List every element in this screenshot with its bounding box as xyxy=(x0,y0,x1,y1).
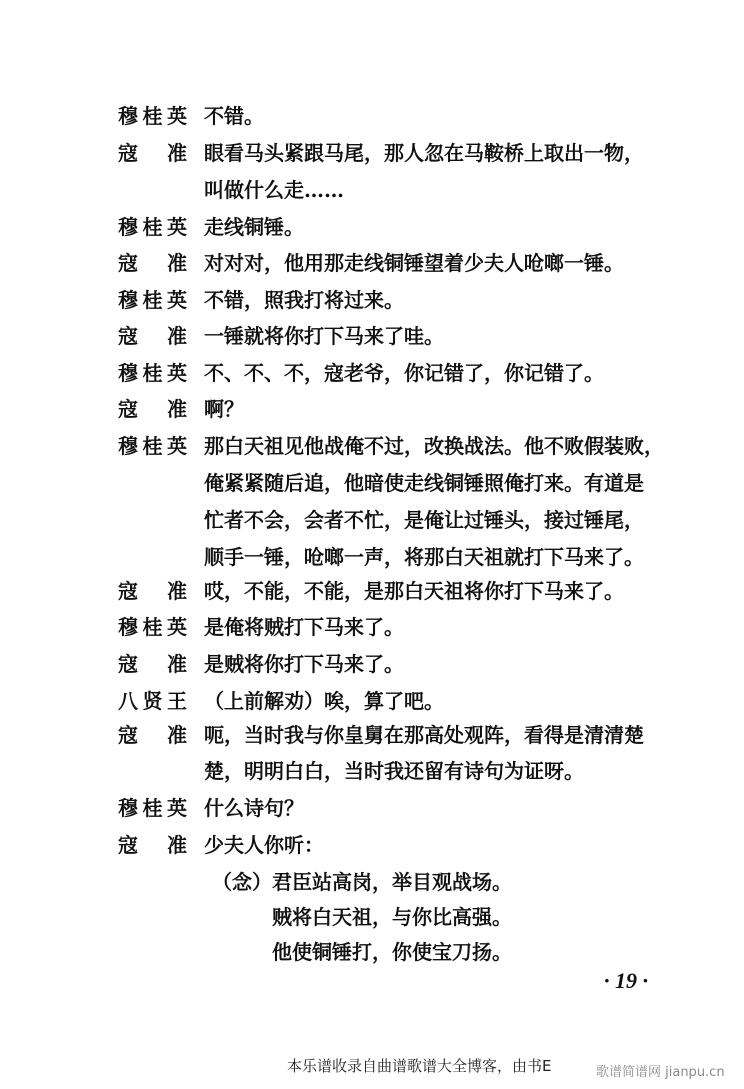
watermark: 歌谱简谱网 jianpu.cn xyxy=(596,1065,725,1080)
dialogue-text: 他使铜锤打，你使宝刀扬。 xyxy=(272,940,512,964)
script-line xyxy=(0,753,744,789)
dialogue-text: 走线铜锤。 xyxy=(204,215,304,239)
dialogue-text: 啊？ xyxy=(204,397,244,421)
script-line xyxy=(0,172,744,208)
script-line xyxy=(0,717,744,753)
speaker-name: 寇 准 xyxy=(118,833,188,857)
script-line xyxy=(0,355,744,391)
dialogue-text: 不、不、不，寇老爷，你记错了，你记错了。 xyxy=(204,361,604,385)
speaker-name: 寇 准 xyxy=(118,579,188,603)
script-line xyxy=(0,864,744,900)
dialogue-text: 呃，当时我与你皇舅在那高处观阵，看得是清清楚 xyxy=(204,723,644,747)
script-line xyxy=(0,790,744,826)
script-line xyxy=(0,683,744,719)
script-line xyxy=(0,98,744,134)
dialogue-text: 少夫人你听： xyxy=(204,833,324,857)
speaker-name: 寇 准 xyxy=(118,652,188,676)
speaker-name: 八贤王 xyxy=(118,689,188,713)
script-line xyxy=(0,135,744,171)
dialogue-text: 那白天祖见他战俺不过，改换战法。他不败假装败， xyxy=(204,434,664,458)
dialogue-text: 顺手一锤，呛啷一声，将那白天祖就打下马来了。 xyxy=(204,545,644,569)
script-line xyxy=(0,428,744,464)
dialogue-text: 不错。 xyxy=(204,104,264,128)
dialogue-text: 对对对，他用那走线铜锤望着少夫人呛啷一锤。 xyxy=(204,251,624,275)
script-line xyxy=(0,609,744,645)
script-line xyxy=(0,934,744,970)
dialogue-text: （上前解劝）唉，算了吧。 xyxy=(204,689,444,713)
speaker-name: 穆桂英 xyxy=(118,104,188,128)
speaker-name: 寇 准 xyxy=(118,141,188,165)
dialogue-text: 俺紧紧随后追，他暗使走线铜锤照俺打来。有道是 xyxy=(204,471,644,495)
script-line xyxy=(0,465,744,501)
speaker-name: 穆桂英 xyxy=(118,615,188,639)
script-line xyxy=(0,646,744,682)
dialogue-text: 楚，明明白白，当时我还留有诗句为证呀。 xyxy=(204,759,584,783)
dialogue-text: 是俺将贼打下马来了。 xyxy=(204,615,404,639)
speaker-name: 寇 准 xyxy=(118,324,188,348)
script-line xyxy=(0,318,744,354)
dialogue-text: 贼将白天祖，与你比高强。 xyxy=(272,905,512,929)
script-line xyxy=(0,282,744,318)
dialogue-text: 是贼将你打下马来了。 xyxy=(204,652,404,676)
script-line xyxy=(0,209,744,245)
speaker-name: 寇 准 xyxy=(118,397,188,421)
page-number: · 19 · xyxy=(604,968,648,993)
dialogue-text: 哎，不能，不能，是那白天祖将你打下马来了。 xyxy=(204,579,624,603)
footer-note: 本乐谱收录自曲谱歌谱大全博客，由书E xyxy=(287,1057,552,1075)
script-line xyxy=(0,539,744,575)
script-line xyxy=(0,899,744,935)
speaker-name: 穆桂英 xyxy=(118,288,188,312)
script-line xyxy=(0,245,744,281)
speaker-name: 穆桂英 xyxy=(118,796,188,820)
script-line xyxy=(0,827,744,863)
speaker-name: 穆桂英 xyxy=(118,434,188,458)
speaker-name: 寇 准 xyxy=(118,251,188,275)
script-line xyxy=(0,573,744,609)
dialogue-text: 不错，照我打将过来。 xyxy=(204,288,404,312)
speaker-name: 穆桂英 xyxy=(118,361,188,385)
dialogue-text: （念）君臣站高岗，举目观战场。 xyxy=(212,870,512,894)
dialogue-text: 一锤就将你打下马来了哇。 xyxy=(204,324,444,348)
dialogue-text: 叫做什么走…… xyxy=(204,178,344,202)
dialogue-text: 什么诗句？ xyxy=(204,796,304,820)
script-line xyxy=(0,502,744,538)
script-line xyxy=(0,391,744,427)
dialogue-text: 眼看马头紧跟马尾，那人忽在马鞍桥上取出一物， xyxy=(204,141,644,165)
speaker-name: 寇 准 xyxy=(118,723,188,747)
dialogue-text: 忙者不会，会者不忙，是俺让过锤头，接过锤尾， xyxy=(204,508,644,532)
speaker-name: 穆桂英 xyxy=(118,215,188,239)
